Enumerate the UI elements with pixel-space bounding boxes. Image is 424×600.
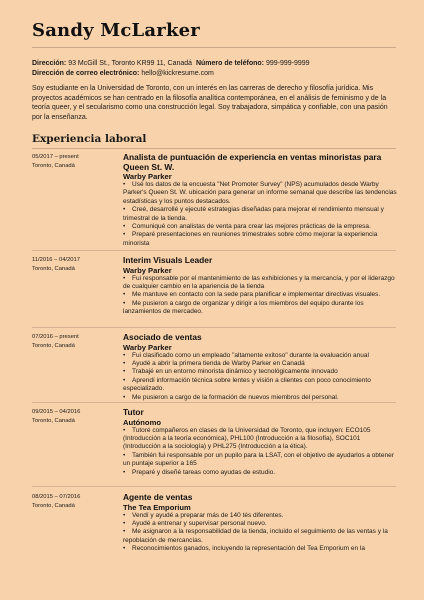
experience-section-title: Experiencia laboral (32, 133, 147, 145)
job-bullet: • Me mantuve en contacto con la sede para planificar e implementar directivas visuales. (123, 291, 381, 299)
job-meta (32, 408, 116, 426)
job-company: Warby Parker (123, 172, 172, 181)
job-bullet: • Fui responsable por el mantenimiento de las exhibiciones y la mercancía, y por el liderazgo de cualquier cambio en la apariencia de la tienda (123, 274, 395, 290)
job-body (123, 493, 398, 554)
job-meta (32, 333, 116, 351)
job-bullet: • Ayudé a entrenar y supervisar personal nuevo. (123, 519, 267, 527)
job-bullets (123, 352, 398, 402)
job-meta (32, 153, 116, 171)
job-dates: 09/2015 – 04/2016 (32, 409, 81, 415)
job-location: Toronto, Canadá (32, 266, 75, 272)
job-dates: 11/2016 – 04/2017 (32, 257, 80, 263)
address-label: Dirección: (32, 60, 67, 67)
job-divider (32, 486, 396, 487)
job-bullet: • Vendí y ayudé a preparar más de 140 tés diferentes. (123, 511, 284, 519)
job-body (123, 256, 398, 317)
job-bullet: • Preparé presentaciones en reuniones trimestrales sobre cómo mejorar la experiencia minorista (123, 231, 378, 247)
address-value: 93 McGill St., Toronto KR99 11, Canadá (68, 60, 193, 67)
job-bullets (123, 427, 398, 477)
job-bullets (123, 512, 398, 554)
job-bullets (123, 181, 398, 248)
job-divider (32, 250, 396, 251)
job-meta (32, 493, 116, 511)
job-bullet: • Aprendí información técnica sobre lentes y visión a clientes con poco conocimiento especializado. (123, 376, 371, 393)
job-bullet: • Usé los datos de la encuesta "Net Promoter Survey" (NPS) acumulados desde Warby Parker's Queen St. W. ubicación para generar un informe semanal que describe las tendencias estadísticas y los puntos destacados. (123, 181, 397, 205)
job-body (123, 408, 398, 477)
job-location: Toronto, Canadá (32, 503, 75, 509)
experience-rule (32, 148, 396, 149)
job-title: Asociado de ventas (123, 332, 202, 342)
job-dates: 05/2017 – present (32, 154, 79, 160)
job-title: Tutor (123, 407, 144, 417)
job-bullet: • Me pusieron a cargo de organizar y dirigir a los miembros del equipo durante los lanzamientos de mercadeo. (123, 299, 364, 316)
job-title: Agente de ventas (123, 492, 193, 502)
job-bullet: • Fui clasificado como un empleado "altamente exitoso" durante la evaluación anual (123, 351, 369, 359)
job-company: Autónomo (123, 417, 161, 427)
job-dates: 07/2016 – present (32, 334, 79, 340)
phone-value: 999-999-9999 (265, 60, 310, 67)
contact-block (32, 59, 402, 78)
job-divider (32, 327, 396, 328)
job-bullet: • Tutoré compañeros en clases de la Universidad de Toronto, que incluyen: ECO105 (Introducción a la teoría económica), PHL100 (Introducción a la filosofía), SOC101 (Introducción a la sociología) y PHL275 (Introducción a la ética). (123, 426, 371, 451)
job-company: Warby Parker (123, 342, 172, 352)
contact-line-2 (32, 69, 402, 79)
job-divider (32, 402, 396, 403)
phone-label: Número de teléfono: (195, 60, 265, 67)
job-company: Warby Parker (123, 265, 172, 275)
job-bullet: • Ayudé a abrir la primera tienda de Warby Parker en Canadá (123, 359, 305, 367)
job-bullet: • Reconocimientos ganados, incluyendo la representación del Tea Emporium en la (123, 545, 365, 553)
job-bullet: • Trabajé en un entorno minorista dinámico y tecnológicamente innovado (123, 368, 338, 376)
job-bullet: • Me pusieron a cargo de la formación de nuevos miembros del personal. (123, 393, 339, 401)
job-title: Analista de puntuación de experiencia en ventas minoristas para Queen St. W. (123, 152, 382, 172)
job-title: Interim Visuals Leader (123, 255, 213, 265)
job-meta (32, 256, 116, 274)
job-location: Toronto, Canadá (32, 343, 75, 349)
job-bullet: • Me asignaron a la responsabilidad de la tienda, incluido el seguimiento de las ventas y la repoblación de mercancías. (123, 528, 388, 544)
job-location: Toronto, Canadá (32, 163, 75, 169)
email-label: Dirección de correo electrónico: (32, 69, 140, 77)
job-location: Toronto, Canadá (32, 418, 75, 424)
job-dates: 08/2015 – 07/2016 (32, 494, 81, 500)
job-bullet: • Comuniqué con analistas de venta para crear las mejores prácticas de la empresa. (123, 223, 371, 231)
email-value[interactable]: hello@kickresume.com (141, 69, 214, 77)
contact-line-1 (32, 59, 402, 69)
job-bullet: • También fui responsable por un pupilo para la LSAT, con el objetivo de ayudarlos a obtener un puntaje superior a 165 (123, 451, 394, 468)
job-bullets (123, 275, 398, 317)
job-body (123, 153, 398, 248)
candidate-name: Sandy McLarker (32, 20, 200, 41)
job-body (123, 333, 398, 402)
profile-summary: Soy estudiante en la Universidad de Toronto, con un interés en las carreras de derecho y filosofía jurídica. Mis proyectos académicos se han centrado en la filosofía analítica contemporánea, en el análisis de feminismo y de la teoría queer, y el secularismo como una construcción legal. Soy trabajadora, simpática y confiable, con una pasión por la enseñanza. (32, 85, 388, 121)
header-rule (32, 47, 396, 48)
job-company: The Tea Emporium (123, 502, 191, 512)
job-bullet: • Creé, desarrollé y ejecuté estrategias diseñadas para mejorar el rendimiento mensual y trimestral de la tienda. (123, 206, 384, 222)
job-bullet: • Preparé y diseñé tareas como ayudas de estudio. (123, 468, 276, 476)
